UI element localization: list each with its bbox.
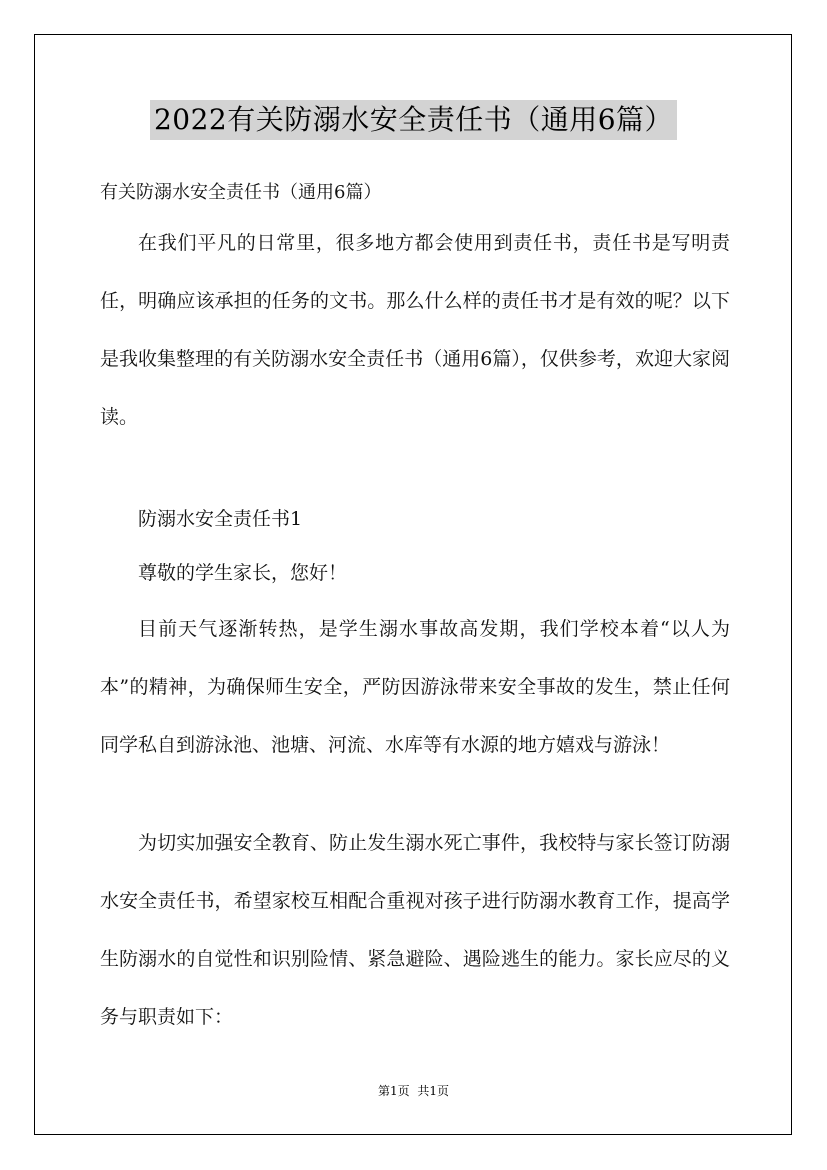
page-total: 共1页 (417, 1084, 450, 1098)
section-heading: 防溺水安全责任书1 (138, 508, 303, 530)
document-title: 2022有关防溺水安全责任书（通用6篇） (150, 100, 677, 140)
page-number: 第1页 (377, 1084, 410, 1098)
intro-paragraph: 在我们平凡的日常里，很多地方都会使用到责任书，责任书是写明责任，明确应该承担的任务的文书。那么什么样的责任书才是有效的呢？以下是我收集整理的有关防溺水安全责任书（通用6篇），仅供参考，欢迎大家阅读。 (100, 232, 730, 428)
page-footer (0, 1082, 827, 1100)
body-paragraph-1: 目前天气逐渐转热，是学生溺水事故高发期，我们学校本着“以人为本”的精神，为确保师生安全，严防因游泳带来安全事故的发生，禁止任何同学私自到游泳池、池塘、河流、水库等有水源的地方嬉戏与游泳！ (100, 618, 730, 756)
title-container (0, 100, 827, 140)
greeting: 尊敬的学生家长，您好！ (138, 562, 348, 584)
body-paragraph-2: 为切实加强安全教育、防止发生溺水死亡事件，我校特与家长签订防溺水安全责任书，希望家校互相配合重视对孩子进行防溺水教育工作，提高学生防溺水的自觉性和识别险情、紧急避险、遇险逃生的能力。家长应尽的义务与职责如下： (100, 832, 730, 1028)
document-subtitle: 有关防溺水安全责任书（通用6篇） (100, 182, 382, 203)
